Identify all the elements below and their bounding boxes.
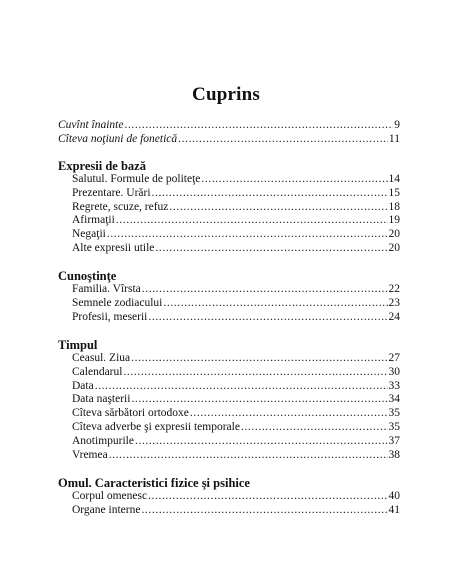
toc-section-heading: Timpul xyxy=(58,337,98,352)
toc-leader-dots xyxy=(107,228,388,242)
toc-entry-page: 35 xyxy=(388,407,400,420)
toc-section xyxy=(58,269,400,325)
toc-entry-label: Profesii, meserii xyxy=(72,310,148,323)
toc-leader-dots xyxy=(155,242,387,256)
toc-entry-page: 14 xyxy=(388,172,400,185)
toc-entry xyxy=(58,449,400,463)
toc-entry-page: 19 xyxy=(388,214,400,227)
toc-leader-dots xyxy=(169,201,387,215)
toc-entry xyxy=(58,393,400,407)
toc-entry-page: 24 xyxy=(388,310,400,323)
toc-entry-label: Ceasul. Ziua xyxy=(72,351,131,364)
toc-entry-label: Familia. Vîrsta xyxy=(72,283,141,296)
table-of-contents xyxy=(58,119,400,518)
toc-leader-dots xyxy=(141,504,387,518)
toc-leader-dots xyxy=(148,311,387,325)
toc-leader-dots xyxy=(95,380,388,394)
toc-entry xyxy=(58,187,400,201)
toc-leader-dots xyxy=(201,173,387,187)
toc-entry-page: 22 xyxy=(388,283,400,296)
toc-entry-page: 23 xyxy=(388,297,400,310)
toc-leader-dots xyxy=(131,393,387,407)
toc-entry xyxy=(58,421,400,435)
toc-entry-label: Calendarul xyxy=(72,365,123,378)
toc-entry-label: Data naşterii xyxy=(72,393,131,406)
toc-entry-label: Prezentare. Urări xyxy=(72,186,151,199)
toc-entry-page: 20 xyxy=(388,242,400,255)
toc-entry xyxy=(58,242,400,256)
toc-entry-label: Afirmaţii xyxy=(72,214,115,227)
toc-entry xyxy=(58,119,400,133)
toc-entry xyxy=(58,133,400,147)
toc-leader-dots xyxy=(123,366,387,380)
toc-section xyxy=(58,159,400,256)
toc-entry-label: Salutul. Formule de politeţe xyxy=(72,172,201,185)
toc-leader-dots xyxy=(241,421,388,435)
toc-entry xyxy=(58,352,400,366)
toc-entry-page: 30 xyxy=(388,365,400,378)
toc-entry-label: Vremea xyxy=(72,449,108,462)
toc-entry xyxy=(58,366,400,380)
toc-leader-dots xyxy=(116,214,388,228)
toc-entry xyxy=(58,228,400,242)
toc-entry-label: Organe interne xyxy=(72,503,141,516)
page-title: Cuprins xyxy=(192,84,260,105)
toc-entry xyxy=(58,201,400,215)
toc-leader-dots xyxy=(142,283,388,297)
toc-entry xyxy=(58,407,400,421)
toc-entry-label: Cîteva sărbători ortodoxe xyxy=(72,407,189,420)
toc-section xyxy=(58,338,400,463)
toc-leader-dots xyxy=(152,187,388,201)
toc-section xyxy=(58,476,400,518)
toc-leader-dots xyxy=(131,352,387,366)
toc-entry-page: 20 xyxy=(388,228,400,241)
toc-entry xyxy=(58,283,400,297)
toc-entry-page: 34 xyxy=(388,393,400,406)
toc-entry-page: 40 xyxy=(388,489,400,502)
toc-entry-page: 38 xyxy=(388,449,400,462)
toc-leader-dots xyxy=(178,133,388,147)
toc-entry-page: 9 xyxy=(394,119,400,131)
toc-leader-dots xyxy=(148,490,387,504)
toc-section-heading: Omul. Caracteristici fizice şi psihice xyxy=(58,475,250,490)
toc-entry-page: 37 xyxy=(388,435,400,448)
toc-entry-page: 15 xyxy=(388,186,400,199)
toc-entry xyxy=(58,435,400,449)
toc-entry-page: 41 xyxy=(388,503,400,516)
toc-entry-page: 33 xyxy=(388,379,400,392)
toc-section-heading: Cunoştinţe xyxy=(58,269,117,284)
toc-entry xyxy=(58,297,400,311)
toc-entry xyxy=(58,214,400,228)
toc-entry-label: Data xyxy=(72,379,94,392)
toc-leader-dots xyxy=(135,435,388,449)
toc-entry xyxy=(58,173,400,187)
toc-entry-page: 27 xyxy=(388,351,400,364)
toc-entry-label: Cîteva adverbe şi expresii temporale xyxy=(72,421,240,434)
toc-entry-page: 18 xyxy=(388,200,400,213)
toc-entry xyxy=(58,504,400,518)
toc-leader-dots xyxy=(190,407,388,421)
toc-leader-dots xyxy=(163,297,387,311)
toc-entry xyxy=(58,311,400,325)
toc-entry-label: Negaţii xyxy=(72,228,106,241)
toc-entry-label: Anotimpurile xyxy=(72,435,134,448)
toc-entry xyxy=(58,380,400,394)
toc-intro xyxy=(58,119,400,147)
toc-section-heading: Expresii de bază xyxy=(58,158,146,173)
toc-leader-dots xyxy=(124,119,393,133)
toc-entry-page: 35 xyxy=(388,421,400,434)
toc-entry-label: Semnele zodiacului xyxy=(72,297,163,310)
toc-entry-label: Cîteva noţiuni de fonetică xyxy=(58,132,178,145)
toc-entry xyxy=(58,490,400,504)
toc-entry-label: Alte expresii utile xyxy=(72,242,155,255)
toc-entry-page: 11 xyxy=(388,132,400,145)
toc-entry-label: Regrete, scuze, refuz xyxy=(72,200,169,213)
toc-leader-dots xyxy=(109,449,388,463)
toc-entry-label: Corpul omenesc xyxy=(72,489,148,502)
toc-entry-label: Cuvînt înainte xyxy=(58,119,124,131)
